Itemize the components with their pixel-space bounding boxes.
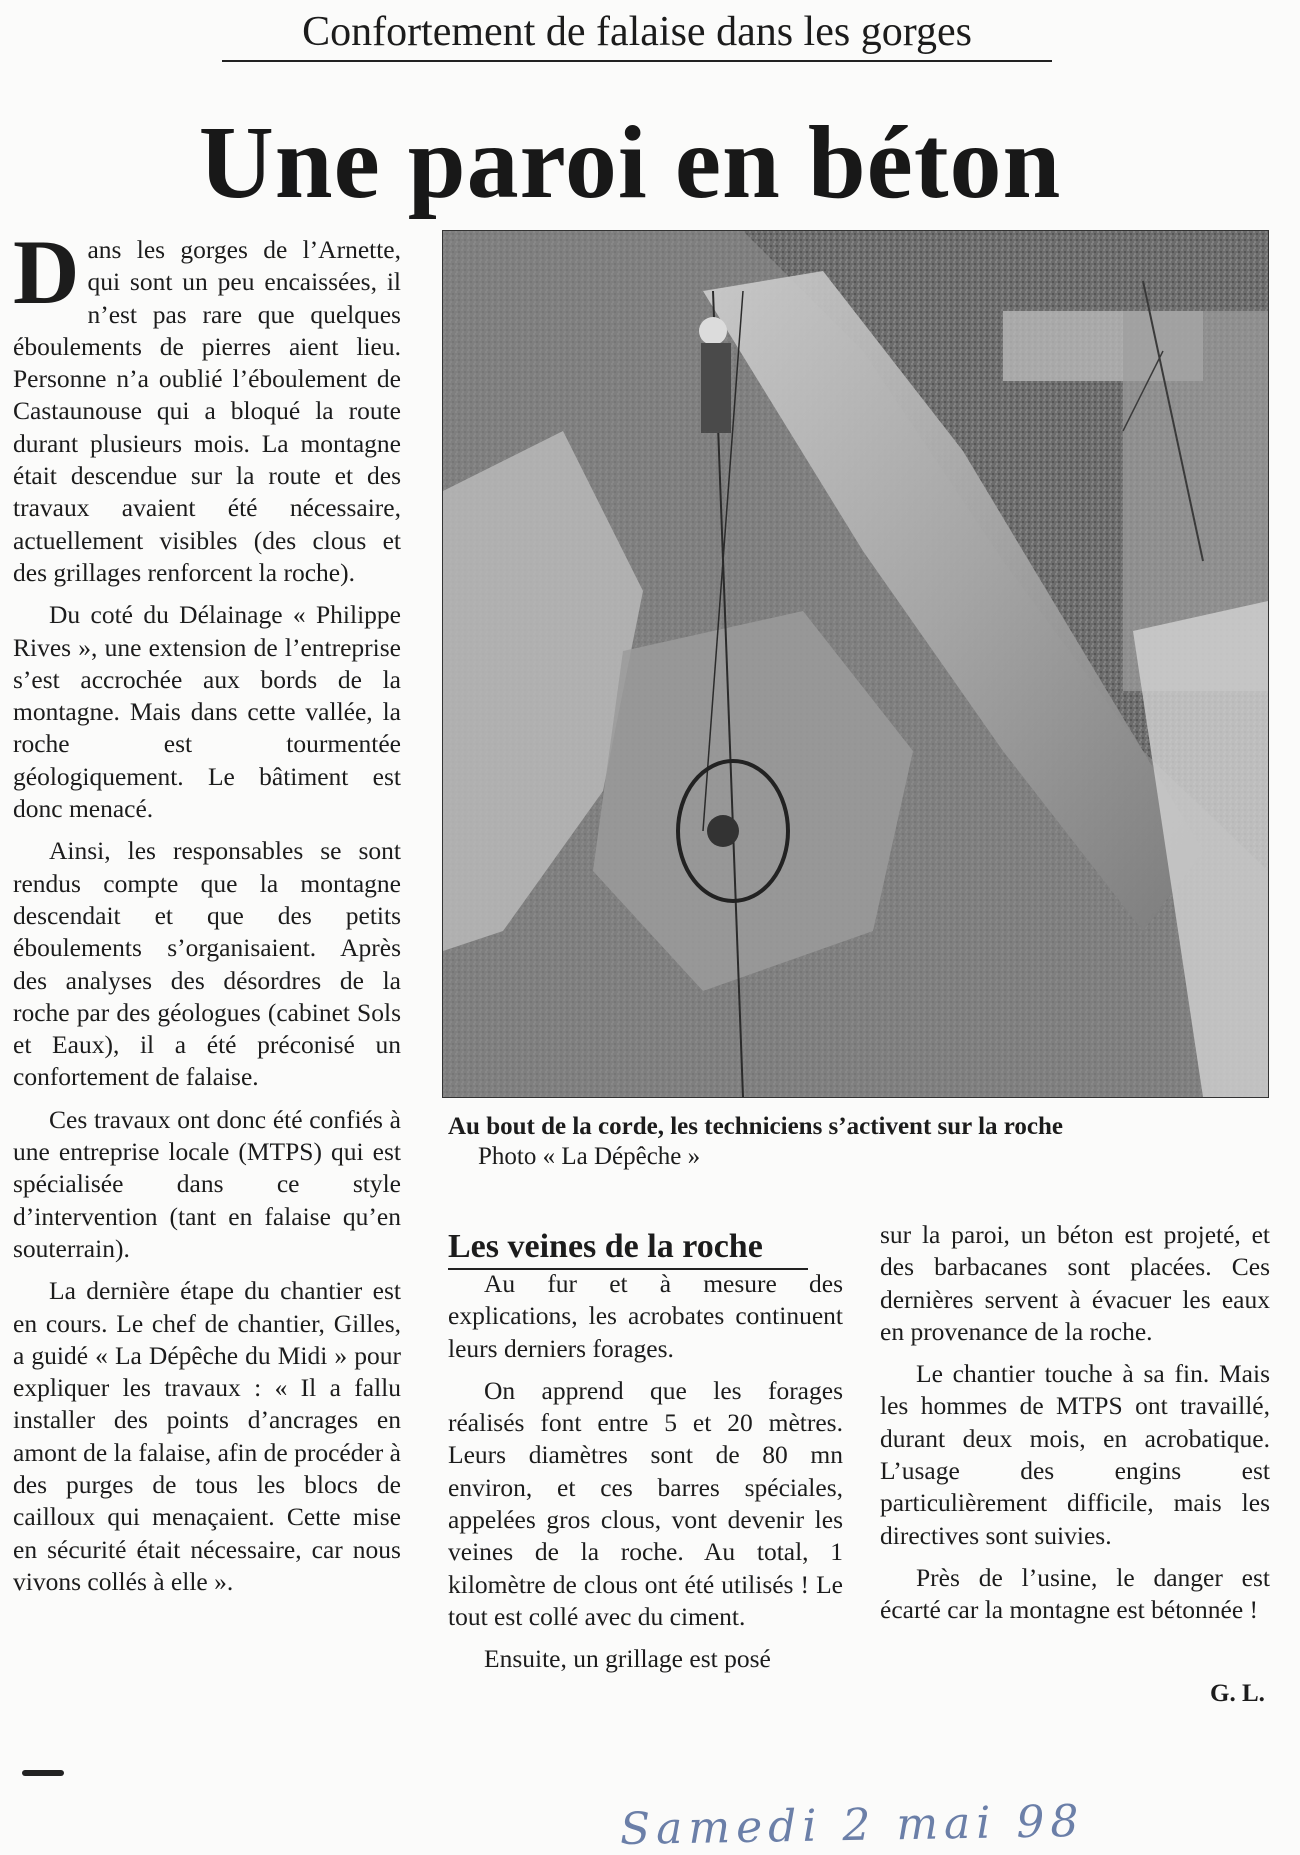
paragraph: Près de l’usine, le danger est écarté car la montagne est bétonnée ! bbox=[880, 1562, 1270, 1625]
article-kicker: Confortement de falaise dans les gorges bbox=[222, 4, 1052, 62]
photo-caption bbox=[448, 1112, 1278, 1172]
article-photo bbox=[442, 230, 1269, 1098]
article-column-1 bbox=[13, 221, 401, 1608]
article-headline: Une paroi en béton bbox=[198, 105, 1062, 220]
paragraph: sur la paroi, un béton est projeté, et des barbacanes sont placées. Ces dernières servent à évacuer les eaux en provenance de la roche. bbox=[880, 1220, 1270, 1346]
caption-text: Au bout de la corde, les techniciens s’activent sur la roche bbox=[448, 1113, 1064, 1140]
paragraph: Du coté du Délainage « Philippe Rives », une extension de l’entreprise s’est accrochée aux bords de la montagne. Mais dans cette vallée, la roche est tourmentée géologiquement. Le bâtiment est donc menacé. bbox=[13, 600, 401, 824]
section-subhead: Les veines de la roche bbox=[448, 1226, 808, 1270]
paragraph: La dernière étape du chantier est en cours. Le chef de chantier, Gilles, a guidé « La Dépêche du Midi » pour expliquer les travaux : « Il a fallu installer des points d’ancrages en amont de la falaise, afin de procéder à des purges de tous les blocs de cailloux qui menaçaient. Cette mise en sécurité était nécessaire, car nous vivons collés à elle ». bbox=[13, 1276, 401, 1596]
byline: G. L. bbox=[1210, 1680, 1265, 1707]
paragraph: On apprend que les forages réalisés font entre 5 et 20 mètres. Leurs diamètres sont de 80 mn environ, et ces barres spéciales, appelées gros clous, vont devenir les veines de la roche. Au total, 1 kilomètre de clous ont été utilisés ! Le tout est collé avec du ciment. bbox=[448, 1375, 843, 1631]
article-column-2 bbox=[448, 1268, 843, 1686]
paragraph: Le chantier touche à sa fin. Mais les hommes de MTPS ont travaillé, durant deux mois, en acrobatique. L’usage des engins est particulièrement difficile, mais les directives sont suivies. bbox=[880, 1359, 1270, 1550]
article-column-3 bbox=[880, 1219, 1270, 1637]
cliff-photo-illustration bbox=[443, 231, 1268, 1097]
drop-cap: D bbox=[13, 221, 80, 323]
scan-mark bbox=[22, 1770, 64, 1776]
handwritten-date: Samedi 2 mai 98 bbox=[619, 1795, 1085, 1855]
photo-credit: Photo « La Dépêche » bbox=[478, 1143, 701, 1170]
paragraph: Dans les gorges de l’Arnette, qui sont un peu encaissées, il n’est pas rare que quelques éboulements de pierres aient lieu. Personne n’a oublié l’éboulement de Castaunouse qui a bloqué la route durant plusieurs mois. La montagne était descendue sur la route et des travaux avaient été nécessaire, actuellement visibles (des clous et des grillages renforcent la roche). bbox=[13, 221, 401, 587]
paragraph: Au fur et à mesure des explications, les acrobates continuent leurs derniers forages. bbox=[448, 1269, 843, 1363]
paragraph: Ensuite, un grillage est posé bbox=[484, 1644, 771, 1674]
paragraph: Ainsi, les responsables se sont rendus compte que la montagne descendait et que des petits éboulements s’organisaient. Après des analyses des désordres de la roche par des géologues (cabinet Sols et Eaux), il a été préconisé un confortement de falaise. bbox=[13, 836, 401, 1092]
paragraph: Ces travaux ont donc été confiés à une entreprise locale (MTPS) qui est spécialisée dans ce style d’intervention (tant en falaise qu’en souterrain). bbox=[13, 1104, 401, 1263]
